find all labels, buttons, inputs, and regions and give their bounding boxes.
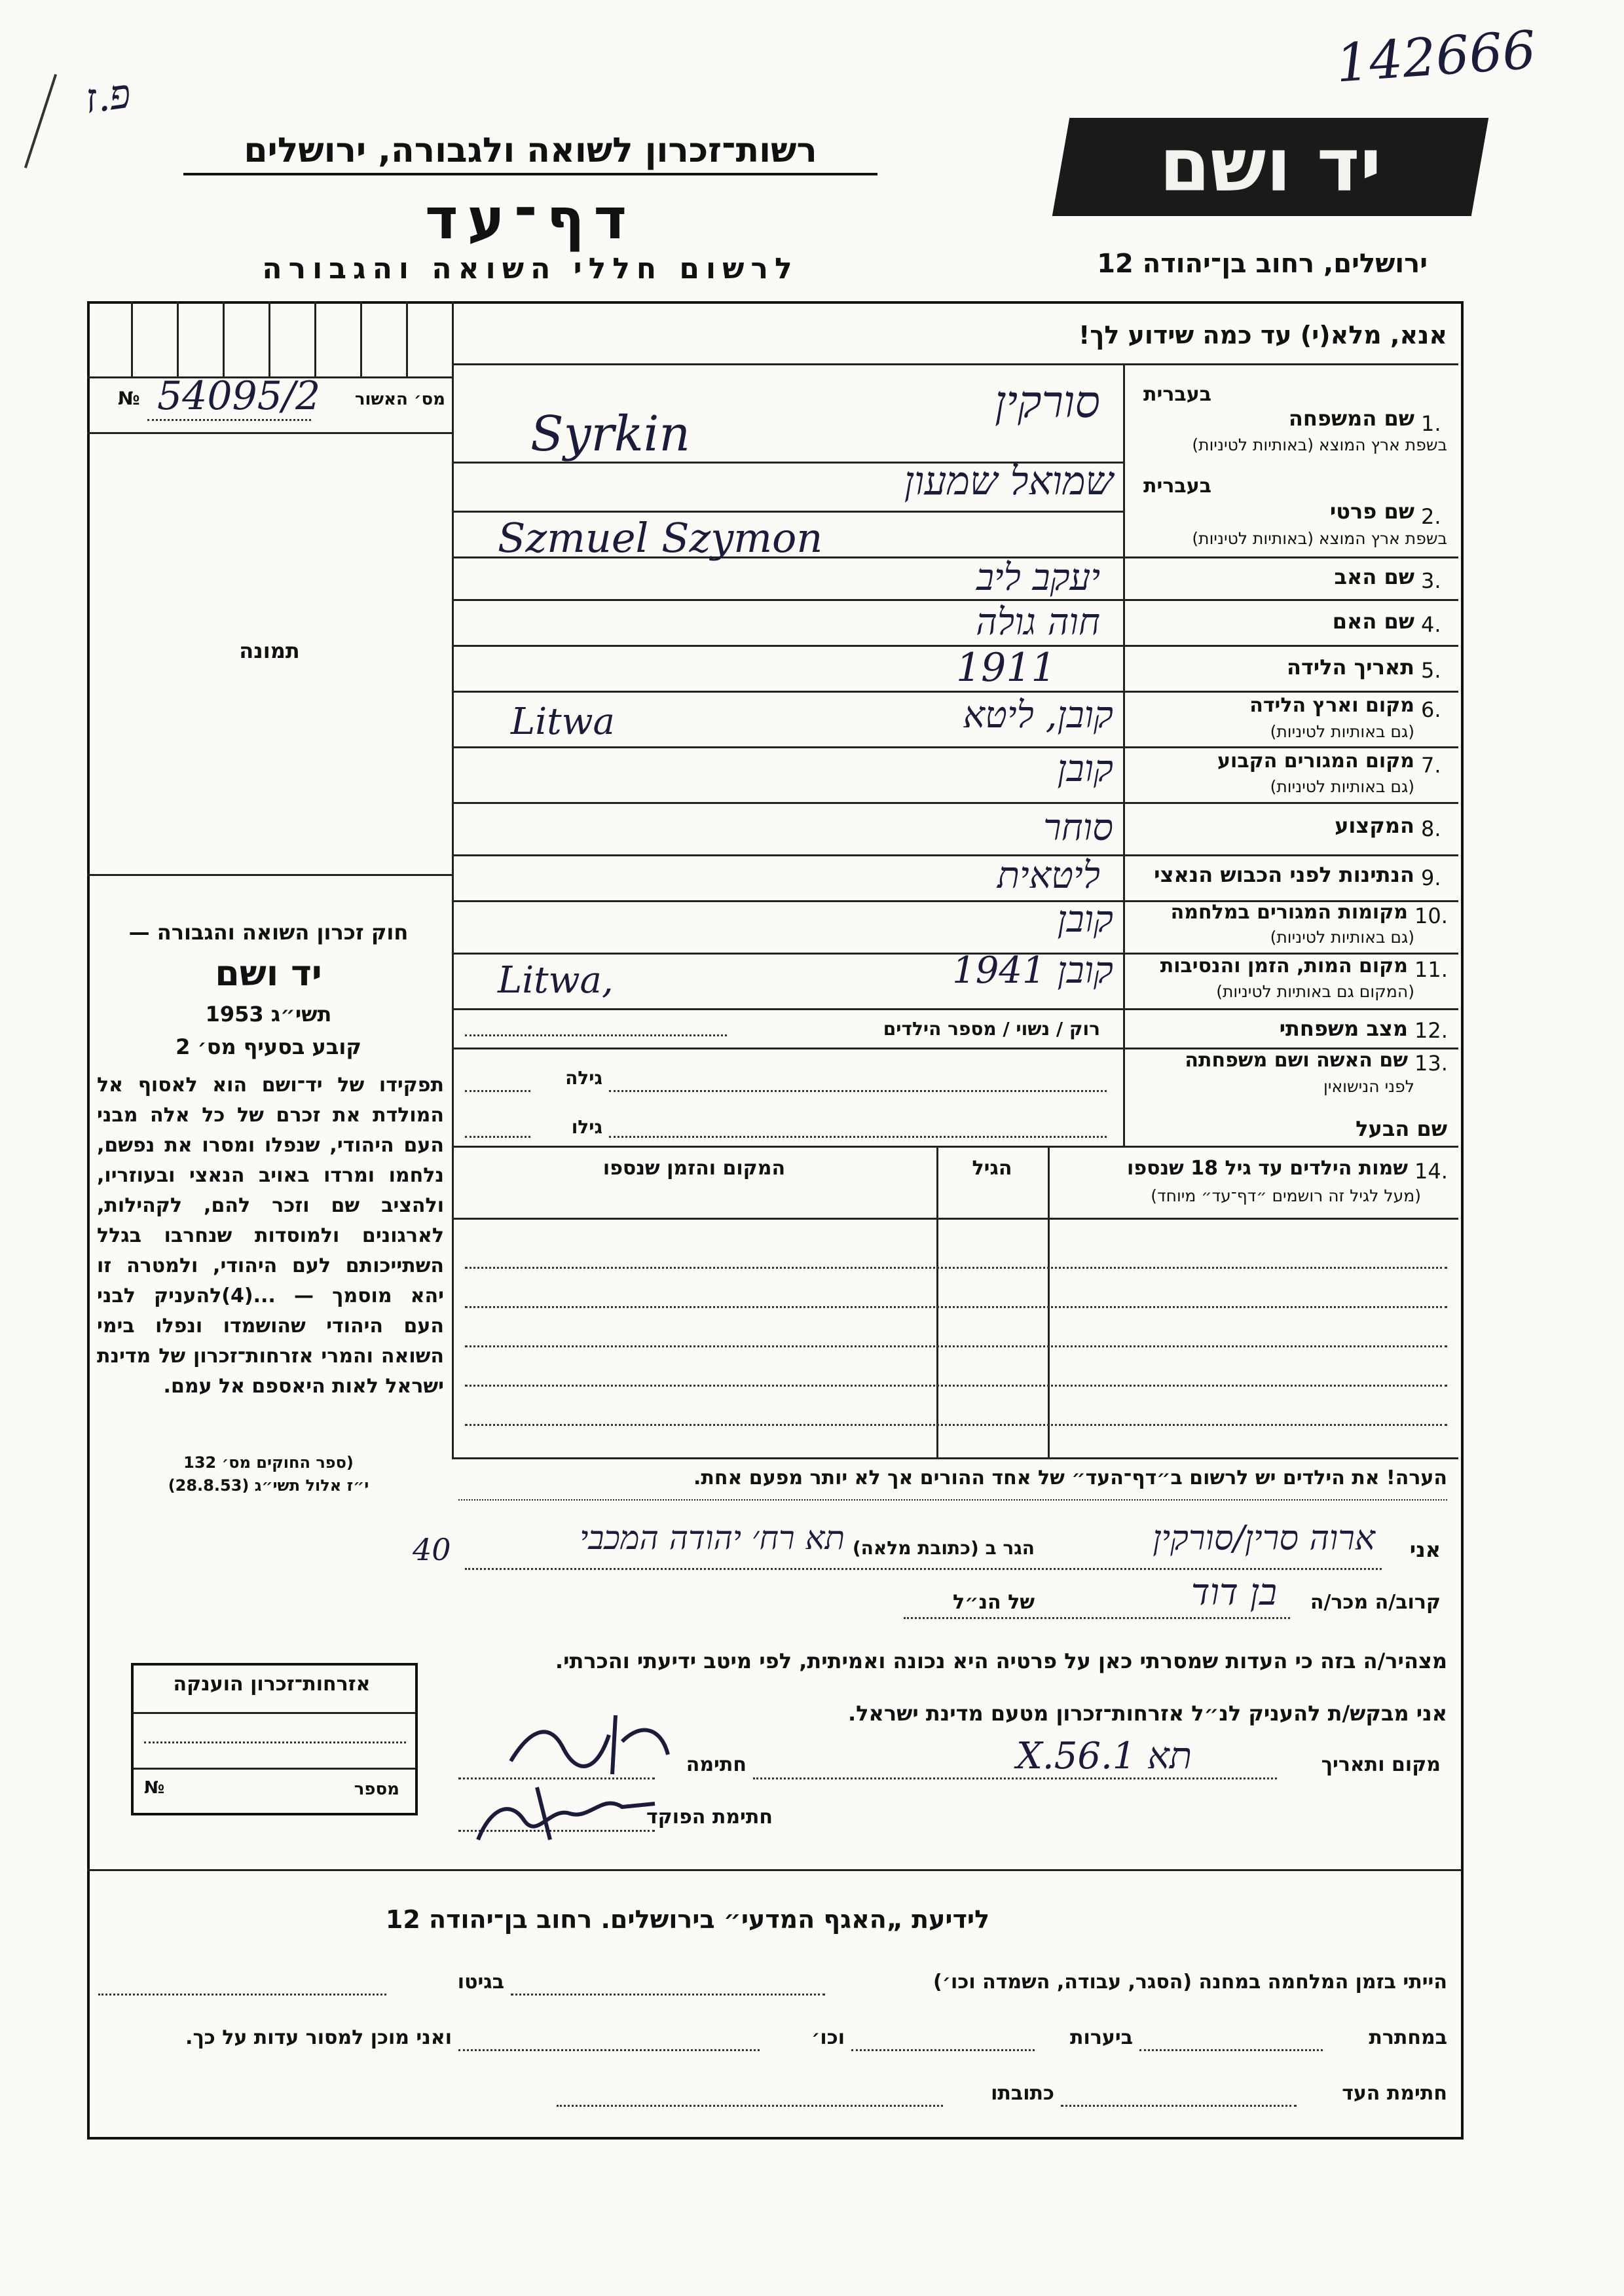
footer-testimony-label: ואני מוכן למסור עדות על כך.: [185, 2026, 452, 2049]
field-1-hebrew-label: בעברית: [1143, 383, 1211, 406]
law-name: יד ושם: [215, 953, 322, 994]
declaration-text: מצהיר/ה בזה כי העדות שמסרתי כאן על פרטיה היא נכונה ואמיתית, לפי מיטב ידיעתי והכרתי.: [555, 1649, 1447, 1673]
footer-witness-signature-label: חתימת העד: [1342, 2082, 1447, 2105]
footer-separator: [87, 1869, 1461, 1871]
field-9-label: הנתינות לפני הכבוש הנאצי: [1154, 862, 1414, 887]
wife-age-label: גילה: [565, 1067, 602, 1089]
field-5-value[interactable]: 1911: [956, 645, 1056, 691]
husband-name-label: שם הבעל: [1356, 1116, 1447, 1141]
field-5-label: תאריך הלידה: [1286, 655, 1414, 680]
law-title: חוק זכרון השואה והגבורה —: [128, 920, 409, 945]
field-11-label: מקום המות, הזמן והנסיבות: [1160, 955, 1408, 977]
form-title: דף־עד: [424, 187, 637, 252]
footer-title: לידיעת „האגף המדעי״ בירושלים. רחוב בן־יהודה 12: [385, 1905, 990, 1934]
field-8-value[interactable]: סוחר: [1043, 807, 1113, 849]
field-6-value[interactable]: קובן, ליטא: [963, 694, 1113, 737]
field-11-note: (המקום גם באותיות לטיניות): [1216, 982, 1414, 1001]
left-column-border: [452, 301, 454, 1457]
field-12-number: 12.: [1414, 1018, 1448, 1043]
field-9-value[interactable]: ליטאית: [997, 854, 1100, 897]
record-number-label: מס׳ האשור: [354, 390, 445, 409]
field-13-note: לפני הנישואין: [1323, 1077, 1414, 1096]
field-4-number: 4.: [1421, 612, 1441, 637]
children-age-header: הגיל: [972, 1157, 1012, 1180]
field-11-latin-value[interactable]: Litwa,: [498, 959, 614, 1002]
field-11-value[interactable]: קובן 1941: [952, 949, 1113, 992]
field-10-note: (גם באותיות לטיניות): [1270, 928, 1414, 947]
field-2-hebrew-value[interactable]: שמואל שמעון: [904, 458, 1113, 504]
archive-number-stamp: 142666: [1334, 19, 1538, 94]
field-6-number: 6.: [1421, 697, 1441, 722]
officer-signature-label: חתימת הפוקד: [646, 1806, 773, 1829]
instruction-text: אנא, מלא(י) עד כמה שידוע לך!: [1079, 321, 1447, 350]
field-1-label: שם המשפחה: [1288, 406, 1414, 431]
header-address: ירושלים, רחוב בן־יהודה 12: [1097, 249, 1428, 279]
field-13-label: שם האשה ושם משפחתה: [1185, 1049, 1408, 1072]
declarant-address-number[interactable]: 40: [413, 1532, 451, 1567]
field-1-number: 1.: [1421, 411, 1441, 436]
field-4-value[interactable]: חוה גולה: [976, 601, 1100, 644]
field-6-note: (גם באותיות לטיניות): [1270, 722, 1414, 741]
signature-label: חתימה: [686, 1753, 747, 1776]
law-text: תפקידו של יד־ושם הוא לאסוף אל המולדת את זכרם של כל אלה מבני העם היהודי, שנפלו ומסרו את נפשם, נלחמו ומרדו באויב הנאצי ובעוזריו, ולהציב שם וזכר להם, לקהילות, לארגונים ולמוסדות שנחרבו בגלל השתייכותם לעם היהודי, ולמטרה זו יהא מוסמך — ...(4)להעניק לבני העם היהודי שהושמדו ונפלו בימי השואה והמרי אזרחות־זכרון של מדינת ישראל לאות היאספם אל עמם.: [97, 1074, 444, 1398]
request-text: אני מבקש/ת להעניק לנ״ל אזרחות־זכרון מטעם מדינת ישראל.: [848, 1701, 1447, 1726]
law-reference-2: י״ז אלול תשי״ג (28.8.53): [168, 1476, 369, 1495]
children-note-row: הערה! את הילדים יש לרשום ב״דף־העד״ של אחד ההורים אך לא יותר מפעם אחת.: [693, 1467, 1447, 1489]
officer-signature-scribble: [471, 1768, 668, 1853]
field-10-value[interactable]: קובן: [1057, 898, 1113, 941]
law-year: תשי״ג 1953: [205, 1002, 332, 1027]
field-4-label: שם האם: [1332, 609, 1414, 634]
field-10-number: 10.: [1414, 903, 1448, 928]
margin-slash-mark: [24, 74, 57, 168]
field-2-hebrew-label: בעברית: [1143, 475, 1211, 498]
citizenship-number-mark: №: [144, 1778, 165, 1798]
authority-title: רשות־זכרון לשואה ולגבורה, ירושלים: [183, 131, 877, 175]
law-clause: קובע בסעיף מס׳ 2: [175, 1034, 361, 1059]
field-7-note: (גם באותיות לטיניות): [1270, 777, 1414, 796]
footer-camp-label: הייתי בזמן המלחמה במחנה (הסגר, עבודה, השמדה וכו׳): [933, 1971, 1447, 1994]
field-3-label: שם האב: [1334, 564, 1414, 589]
citizenship-box-title: אזרחות־זכרון הוענקה: [173, 1673, 371, 1696]
field-8-label: המקצוע: [1335, 813, 1414, 838]
field-7-label: מקום המגורים הקבוע: [1217, 750, 1414, 773]
field-6-label: מקום וארץ הלידה: [1249, 694, 1414, 717]
footer-forests-label: ביערות: [1070, 2026, 1133, 2049]
field-2-latin-value[interactable]: Szmuel Szymon: [498, 514, 823, 562]
field-7-value[interactable]: קובן: [1057, 748, 1113, 790]
children-note: (מעל לגיל זה רושמים ״דף־עד״ מיוחד): [1151, 1186, 1421, 1205]
record-number-value[interactable]: 54095/2: [157, 373, 321, 419]
instruction-row-line: [452, 363, 1458, 365]
footer-etc-label: וכו׳: [811, 2026, 845, 2049]
field-10-label: מקומות המגורים במלחמה: [1170, 901, 1408, 924]
footer-address-label: כתובתו: [991, 2082, 1054, 2105]
record-number-mark: №: [118, 388, 140, 409]
relative-of-label: של הנ״ל: [953, 1591, 1035, 1614]
field-1-hebrew-value[interactable]: סורקין: [994, 376, 1100, 428]
field-14-number: 14.: [1414, 1159, 1448, 1184]
children-label: שמות הילדים עד גיל 18 שנספו: [1127, 1157, 1408, 1180]
field-8-number: 8.: [1421, 816, 1441, 841]
footer-ghetto-label: בגיטו: [457, 1971, 504, 1994]
declarant-address[interactable]: תא רח׳ יהודה המכבי: [580, 1519, 845, 1557]
field-9-number: 9.: [1421, 866, 1441, 890]
declarant-resident-label: הגר ב (כתובת מלאה): [852, 1537, 1035, 1559]
law-reference-1: (ספר החוקים מס׳ 132: [183, 1453, 354, 1472]
logo-text: יד ושם: [1159, 123, 1382, 208]
citizenship-number-label: מספר: [354, 1779, 399, 1799]
footer-underground-label: במחתרת: [1369, 2026, 1447, 2049]
field-5-number: 5.: [1421, 658, 1441, 683]
relative-label: קרוב/ה מכר/ה: [1310, 1591, 1441, 1614]
field-12-label: מצב משפחתי: [1279, 1016, 1408, 1041]
place-date-label: מקום ותאריך: [1321, 1753, 1441, 1776]
declarant-i-label: אני: [1409, 1537, 1441, 1562]
photo-box-bottom: [87, 874, 452, 876]
photo-label: תמונה: [239, 638, 300, 663]
field-3-number: 3.: [1421, 568, 1441, 593]
form-purpose: לרשום חללי השואה והגבורה: [262, 252, 799, 285]
relation-value[interactable]: בן דוד: [1190, 1571, 1277, 1614]
field-1-latin-label: בשפת ארץ המוצא (באותיות לטיניות): [1192, 435, 1447, 454]
field-6-latin-value[interactable]: Litwa: [511, 701, 615, 743]
children-place-header: המקום והזמן שנספו: [602, 1157, 786, 1180]
field-3-value[interactable]: יעקב ליב: [976, 556, 1100, 599]
field-1-latin-value[interactable]: Syrkin: [530, 406, 691, 462]
label-column-border: [1123, 363, 1125, 1146]
husband-age-label: גילו: [571, 1116, 602, 1138]
field-12-note: רוק / נשוי / מספר הילדים: [883, 1018, 1100, 1040]
field-7-number: 7.: [1421, 753, 1441, 778]
declarant-name[interactable]: ארוה סרין/סורקין: [1153, 1519, 1375, 1558]
top-left-mark: פ.ז: [82, 69, 134, 123]
field-11-number: 11.: [1414, 957, 1448, 982]
field-13-number: 13.: [1414, 1051, 1448, 1076]
field-2-latin-label: בשפת ארץ המוצא (באותיות לטיניות): [1192, 529, 1447, 548]
place-date-value[interactable]: תא 1.X.56: [1016, 1735, 1192, 1777]
field-2-label: שם פרטי: [1329, 499, 1414, 524]
field-2-number: 2.: [1421, 504, 1441, 529]
